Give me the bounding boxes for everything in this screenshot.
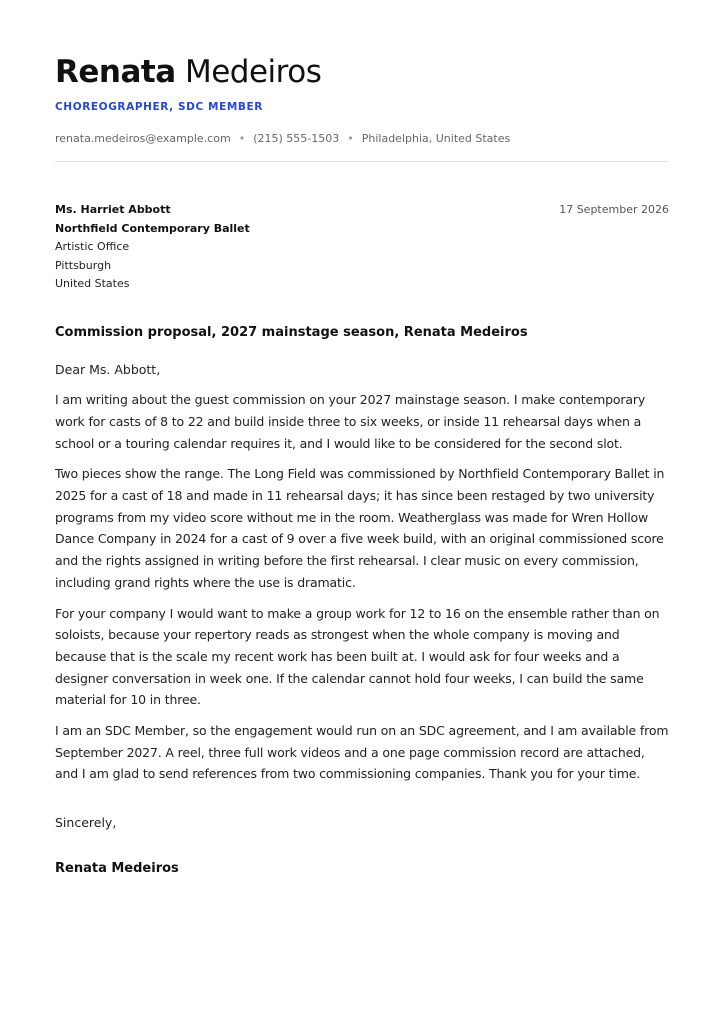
recipient-name: Ms. Harriet Abbott xyxy=(55,203,171,216)
contact-separator: • xyxy=(347,132,354,145)
first-name: Renata xyxy=(55,54,176,90)
recipient-city: Pittsburgh xyxy=(55,258,112,272)
recipient-company: Northfield Contemporary Ballet xyxy=(55,221,250,235)
contact-separator: • xyxy=(238,132,246,145)
letter-page xyxy=(55,52,669,879)
contact-phone[interactable]: (215) 555-1503 xyxy=(253,132,340,145)
role-title: CHOREOGRAPHER, SDC MEMBER xyxy=(55,101,263,113)
body-paragraph: Two pieces show the range. The Long Field was commissioned by Northfield Contemporary Ballet in 2025 for a cast of 18 and made in 11 rehearsal days; it has since been restaged by two university programs from my video score without me in the room. Weatherglass was made for Wren Hollow Dance Company in 2024 for a cast of 9 over a five week build, with an original commissioned score and the rights assigned in writing before the first rehearsal. I clear music on every commission, including grand rights where the use is dramatic. xyxy=(55,466,665,590)
contact-location: Philadelphia, United States xyxy=(361,132,511,145)
body-paragraph: For your company I would want to make a group work for 12 to 16 on the ensemble rather than on soloists, because your repertory reads as strongest when the whole company is moving and because that is the scale my recent work has been built at. I would ask for four weeks and a designer conversation in week one. If the calendar cannot hold four weeks, I can build the same material for 10 in three. xyxy=(55,605,660,708)
last-name: Medeiros xyxy=(184,54,322,90)
closing: Sincerely, xyxy=(55,815,117,831)
recipient-country: United States xyxy=(55,277,130,290)
body-paragraph: I am an SDC Member, so the engagement would run on an SDC agreement, and I am available from September 2027. A reel, three full work videos and a one page commission record are attached, and I am glad to send references from two commissioning companies. Thank you for your time. xyxy=(55,723,669,782)
signature-name: Renata Medeiros xyxy=(55,861,179,877)
recipient-department: Artistic Office xyxy=(55,240,130,253)
contact-email[interactable]: renata.medeiros@example.com xyxy=(55,132,231,145)
header-divider xyxy=(55,161,669,162)
body-paragraph: I am writing about the guest commission on your 2027 mainstage season. I make contemporary work for casts of 8 to 22 and build inside three to six weeks, or inside 11 rehearsal days when a school or a touring calendar requires it, and I would like to be considered for the second slot. xyxy=(55,392,646,451)
letter-date: 17 September 2026 xyxy=(559,203,669,216)
address-block xyxy=(55,201,669,294)
applicant-name xyxy=(55,52,669,92)
salutation: Dear Ms. Abbott, xyxy=(55,361,161,377)
contact-line xyxy=(55,132,669,146)
letter-subject: Commission proposal, 2027 mainstage season, Renata Medeiros xyxy=(55,324,528,340)
